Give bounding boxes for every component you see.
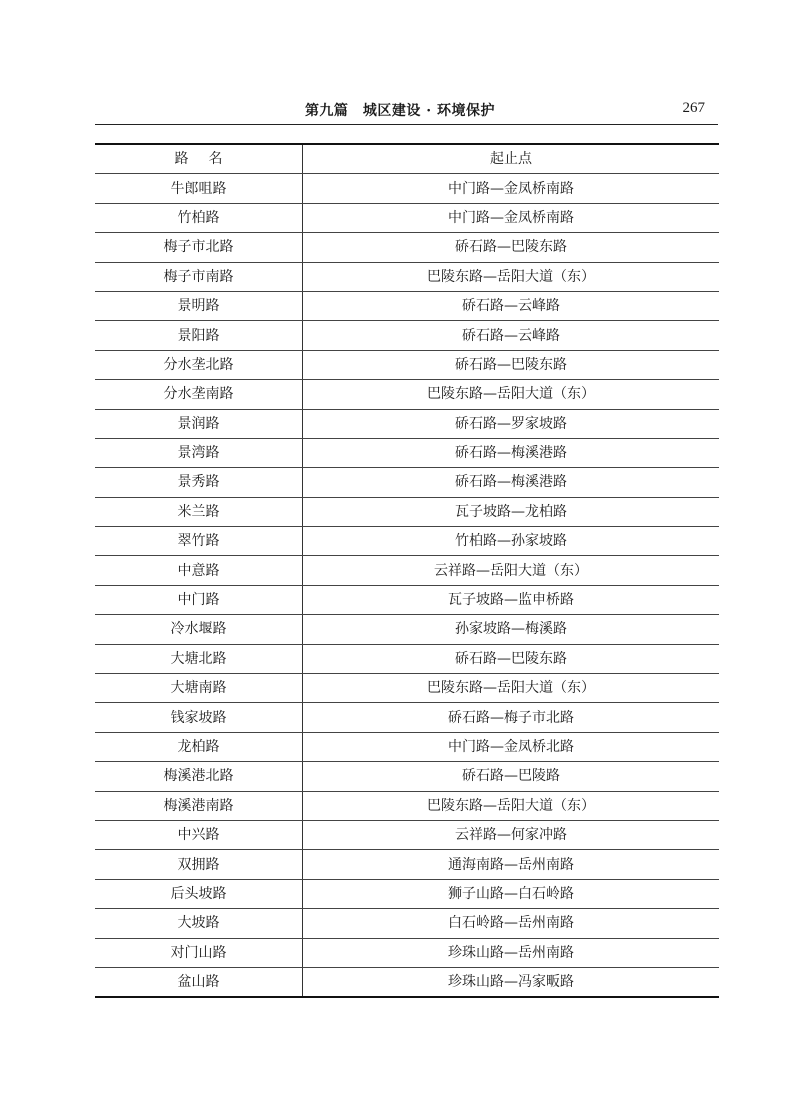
road-name-cell: 冷水堰路	[95, 615, 303, 644]
start-end-cell: 中门路—金凤桥南路	[303, 174, 720, 203]
table-row	[95, 262, 719, 291]
table-row	[95, 350, 719, 379]
table-row	[95, 291, 719, 320]
table-row	[95, 703, 719, 732]
start-end-cell: 巴陵东路—岳阳大道（东）	[303, 674, 720, 703]
road-name-cell: 分水垄北路	[95, 350, 303, 379]
table-row	[95, 967, 719, 997]
table-row	[95, 938, 719, 967]
page-header	[95, 98, 705, 124]
table-row	[95, 497, 719, 526]
chapter-title: 第九篇 城区建设 · 环境保护	[304, 103, 496, 119]
road-name-cell: 景明路	[95, 291, 303, 320]
table-row	[95, 909, 719, 938]
table-row	[95, 615, 719, 644]
start-end-cell: 狮子山路—白石岭路	[303, 879, 720, 908]
road-name-cell: 中门路	[95, 585, 303, 614]
table-row	[95, 644, 719, 673]
table-row	[95, 585, 719, 614]
road-name-cell: 中意路	[95, 556, 303, 585]
road-name-cell: 后头坡路	[95, 879, 303, 908]
road-name-cell: 景秀路	[95, 468, 303, 497]
table-row	[95, 820, 719, 849]
start-end-cell: 硚石路—云峰路	[303, 321, 720, 350]
road-name-cell: 梅子市北路	[95, 233, 303, 262]
start-end-cell: 瓦子坡路—监申桥路	[303, 585, 720, 614]
table-row	[95, 203, 719, 232]
road-name-cell: 景润路	[95, 409, 303, 438]
start-end-cell: 通海南路—岳州南路	[303, 850, 720, 879]
road-name-cell: 梅子市南路	[95, 262, 303, 291]
road-table	[95, 143, 719, 998]
road-name-cell: 对门山路	[95, 938, 303, 967]
start-end-cell: 硚石路—云峰路	[303, 291, 720, 320]
table-row	[95, 527, 719, 556]
road-name-cell: 梅溪港南路	[95, 791, 303, 820]
table-row	[95, 438, 719, 467]
table-row	[95, 732, 719, 761]
road-name-cell: 米兰路	[95, 497, 303, 526]
table-row	[95, 556, 719, 585]
start-end-cell: 硚石路—梅子市北路	[303, 703, 720, 732]
start-end-cell: 白石岭路—岳州南路	[303, 909, 720, 938]
road-name-cell: 大塘南路	[95, 674, 303, 703]
table-row	[95, 321, 719, 350]
start-end-cell: 中门路—金凤桥南路	[303, 203, 720, 232]
start-end-cell: 竹柏路—孙家坡路	[303, 527, 720, 556]
start-end-cell: 硚石路—梅溪港路	[303, 468, 720, 497]
road-name-cell: 翠竹路	[95, 527, 303, 556]
road-name-cell: 中兴路	[95, 820, 303, 849]
start-end-cell: 云祥路—何家冲路	[303, 820, 720, 849]
road-name-cell: 景湾路	[95, 438, 303, 467]
table-body	[95, 174, 719, 997]
start-end-cell: 珍珠山路—岳州南路	[303, 938, 720, 967]
road-name-cell: 大塘北路	[95, 644, 303, 673]
start-end-cell: 硚石路—巴陵路	[303, 762, 720, 791]
road-name-cell: 牛郎咀路	[95, 174, 303, 203]
road-name-cell: 竹柏路	[95, 203, 303, 232]
road-name-cell: 景阳路	[95, 321, 303, 350]
table-row	[95, 233, 719, 262]
start-end-cell: 巴陵东路—岳阳大道（东）	[303, 262, 720, 291]
start-end-cell: 硚石路—罗家坡路	[303, 409, 720, 438]
table-row	[95, 762, 719, 791]
table-row	[95, 409, 719, 438]
table-row	[95, 380, 719, 409]
table-row	[95, 174, 719, 203]
table-row	[95, 850, 719, 879]
header-divider	[95, 124, 718, 125]
start-end-cell: 硚石路—巴陵东路	[303, 644, 720, 673]
start-end-cell: 硚石路—梅溪港路	[303, 438, 720, 467]
start-end-cell: 巴陵东路—岳阳大道（东）	[303, 380, 720, 409]
start-end-cell: 硚石路—巴陵东路	[303, 350, 720, 379]
start-end-cell: 珍珠山路—冯家畈路	[303, 967, 720, 997]
road-name-cell: 盆山路	[95, 967, 303, 997]
road-name-cell: 分水垄南路	[95, 380, 303, 409]
road-name-cell: 梅溪港北路	[95, 762, 303, 791]
start-end-cell: 硚石路—巴陵东路	[303, 233, 720, 262]
road-name-cell: 钱家坡路	[95, 703, 303, 732]
table-row	[95, 879, 719, 908]
road-name-cell: 大坡路	[95, 909, 303, 938]
start-end-cell: 云祥路—岳阳大道（东）	[303, 556, 720, 585]
table-header	[95, 144, 719, 174]
start-end-cell: 孙家坡路—梅溪路	[303, 615, 720, 644]
start-end-cell: 中门路—金凤桥北路	[303, 732, 720, 761]
start-end-cell: 巴陵东路—岳阳大道（东）	[303, 791, 720, 820]
column-header-road-name: 路名	[95, 144, 303, 174]
table-row	[95, 791, 719, 820]
column-header-start-end: 起止点	[303, 144, 720, 174]
table-header-row	[95, 144, 719, 174]
start-end-cell: 瓦子坡路—龙柏路	[303, 497, 720, 526]
page-number: 267	[682, 100, 705, 116]
road-name-cell: 龙柏路	[95, 732, 303, 761]
road-name-cell: 双拥路	[95, 850, 303, 879]
table-row	[95, 468, 719, 497]
table-row	[95, 674, 719, 703]
